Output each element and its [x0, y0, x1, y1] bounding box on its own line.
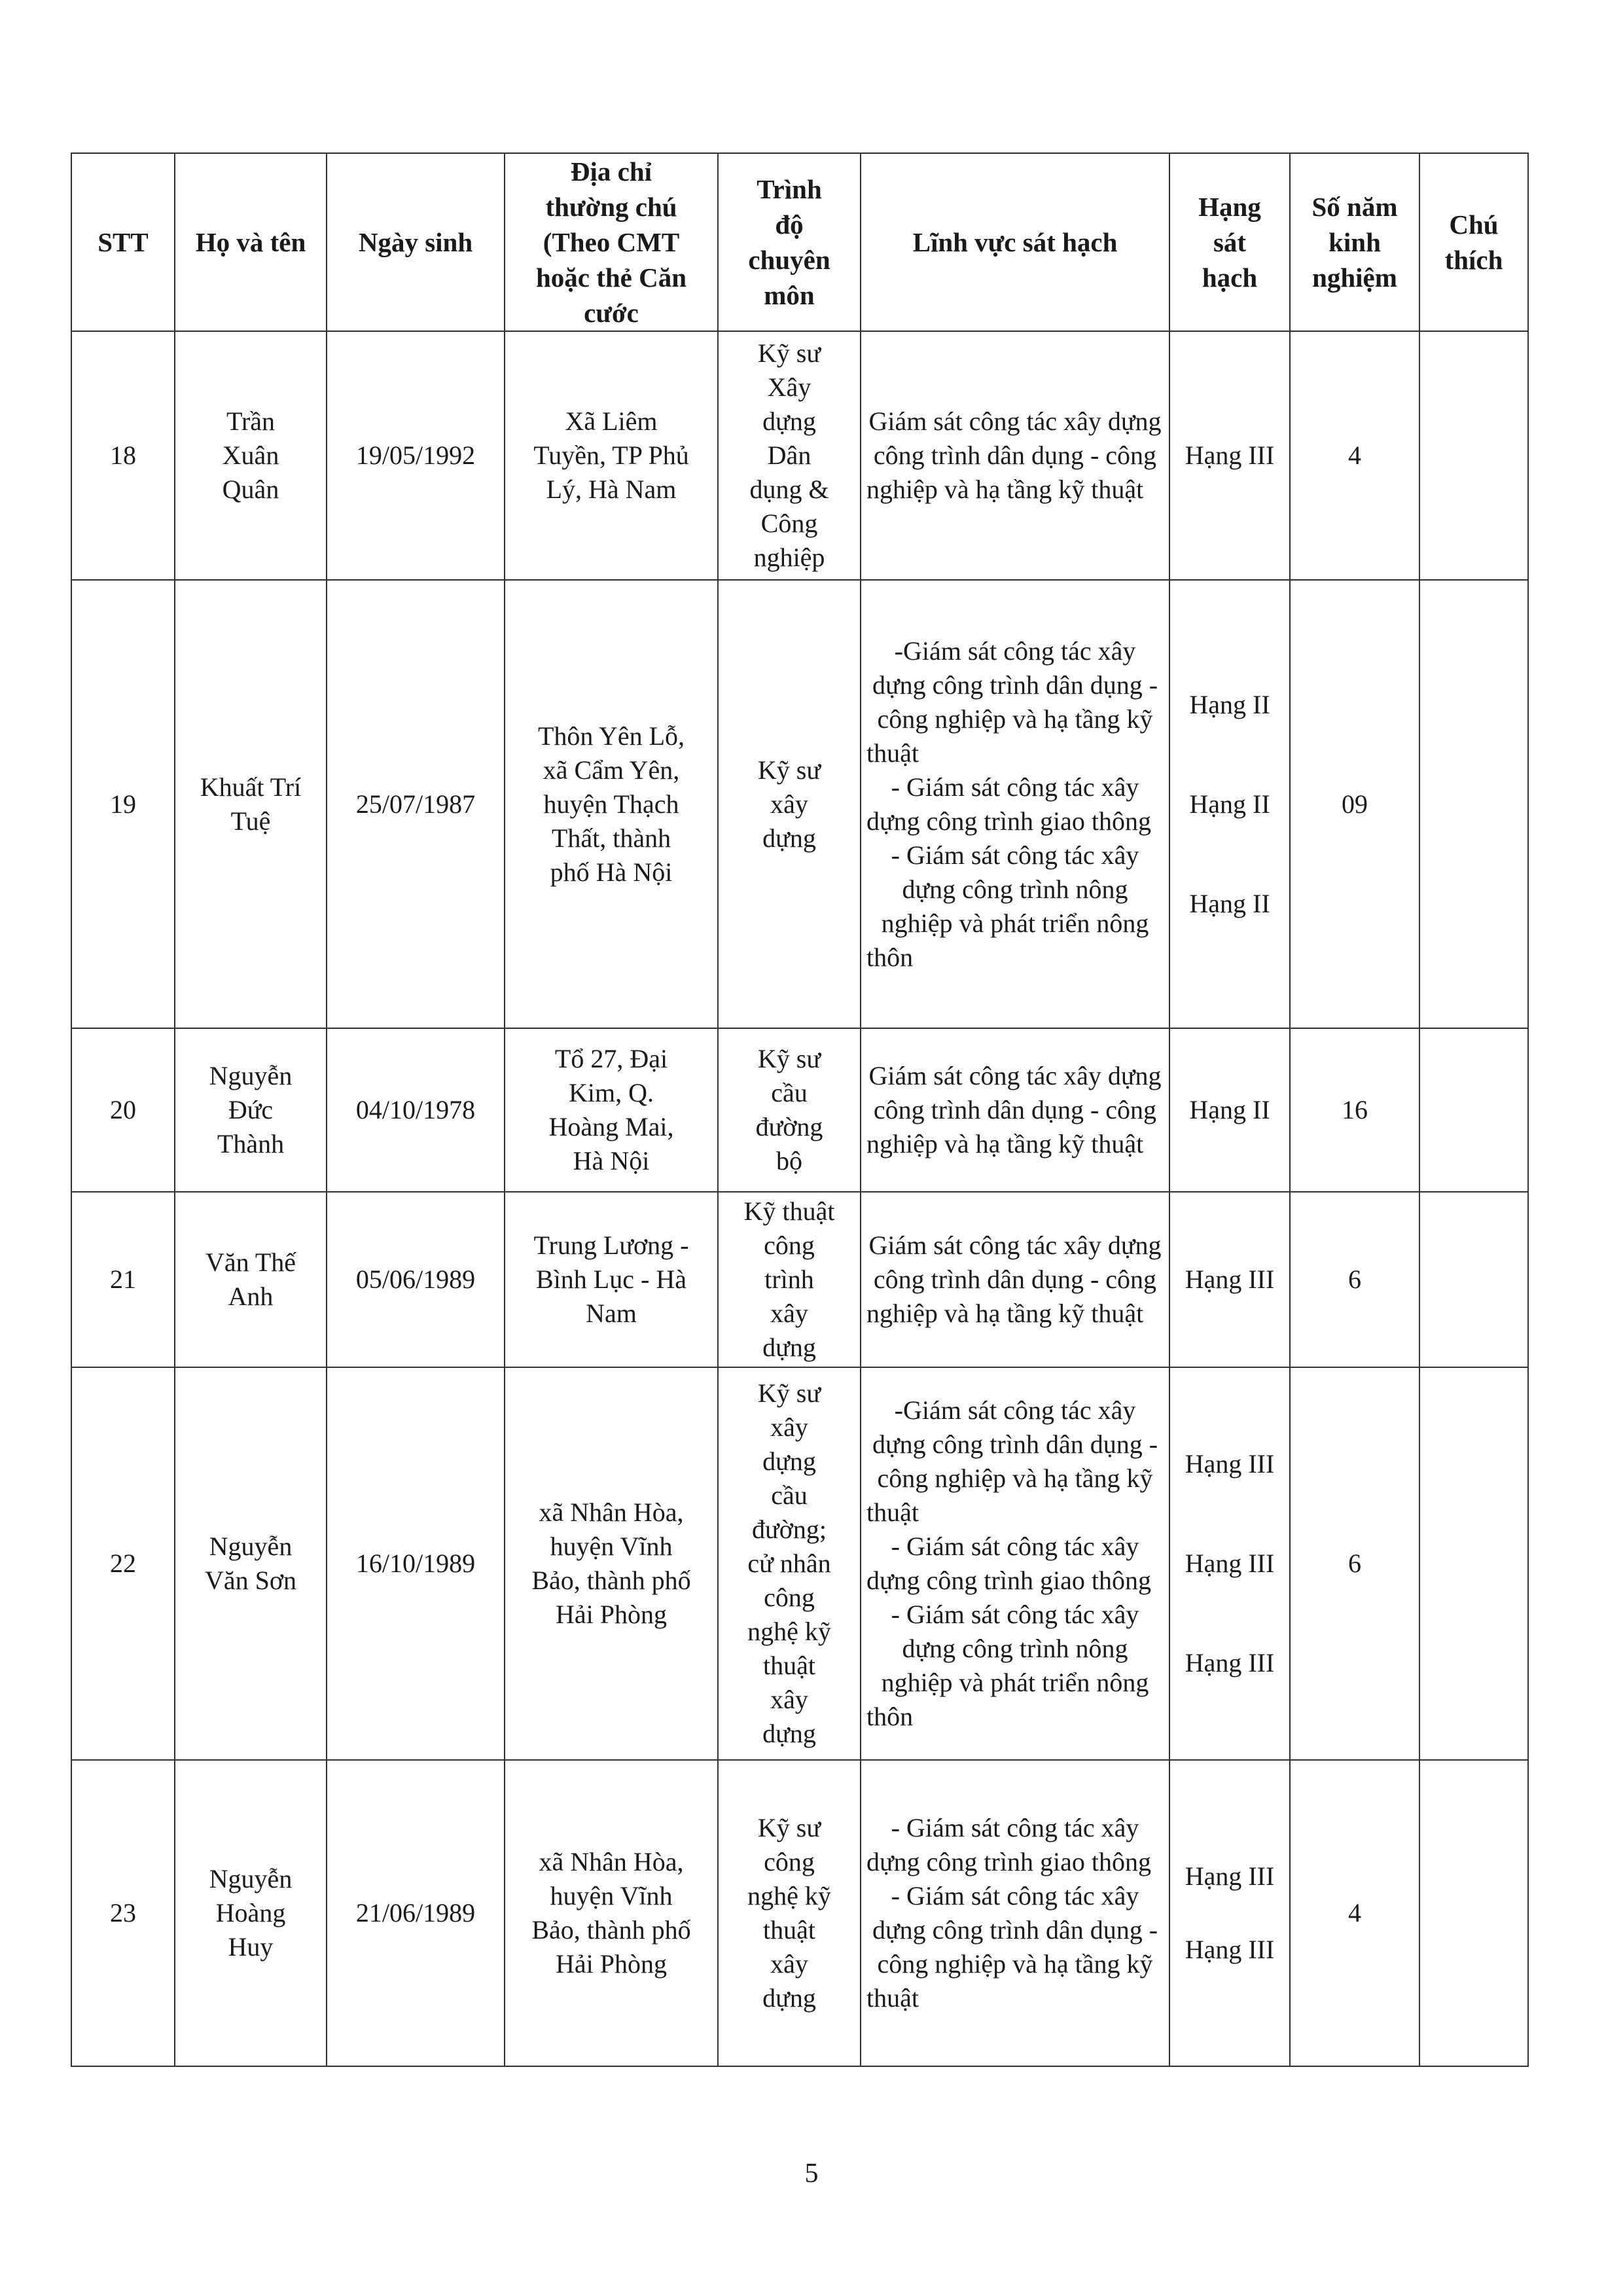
cell-qualification: Kỹ sư Xây dựng Dân dụng & Công nghiệp: [718, 331, 861, 580]
cell-note: [1419, 331, 1528, 580]
cell-rank: [1169, 1028, 1290, 1192]
cell-experience: 6: [1290, 1192, 1419, 1367]
cell-address: xã Nhân Hòa, huyện Vĩnh Bảo, thành phố Hải Phòng: [505, 1367, 718, 1760]
cell-qualification: Kỹ sư cầu đường bộ: [718, 1028, 861, 1192]
cell-qualification: Kỹ thuật công trình xây dựng: [718, 1192, 861, 1367]
registration-table: [71, 152, 1529, 2067]
cell-name: Văn Thế Anh: [175, 1192, 327, 1367]
cell-stt: 19: [71, 580, 175, 1028]
rank-value: Hạng II: [1189, 888, 1270, 918]
cell-dob: 19/05/1992: [327, 331, 505, 580]
cell-stt: 21: [71, 1192, 175, 1367]
cell-field: Giám sát công tác xây dựng công trình dân dụng - công nghiệp và hạ tầng kỹ thuật: [861, 1028, 1169, 1192]
cell-note: [1419, 1367, 1528, 1760]
cell-address: Thôn Yên Lỗ, xã Cẩm Yên, huyện Thạch Thất, thành phố Hà Nội: [505, 580, 718, 1028]
rank-value: Hạng II: [1189, 789, 1270, 819]
table-row: [71, 1028, 1528, 1192]
cell-note: [1419, 1192, 1528, 1367]
rank-list: [1175, 1447, 1284, 1680]
header-note: Chú thích: [1419, 153, 1528, 331]
cell-field: Giám sát công tác xây dựng công trình dân dụng - công nghiệp và hạ tầng kỹ thuật: [861, 331, 1169, 580]
cell-rank: [1169, 1760, 1290, 2066]
header-address: Địa chỉ thường chú (Theo CMT hoặc thẻ Căn cước: [505, 153, 718, 331]
cell-address: xã Nhân Hòa, huyện Vĩnh Bảo, thành phố Hải Phòng: [505, 1760, 718, 2066]
cell-rank: [1169, 1367, 1290, 1760]
rank-value: Hạng III: [1185, 1265, 1275, 1294]
cell-field: -Giám sát công tác xây dựng công trình dân dụng - công nghiệp và hạ tầng kỹ thuật - Giám sát công tác xây dựng công trình giao thông - Giám sát công tác xây dựng công trình nông nghiệp và phát triển nông thôn: [861, 580, 1169, 1028]
header-dob: Ngày sinh: [327, 153, 505, 331]
cell-experience: 6: [1290, 1367, 1419, 1760]
cell-field: Giám sát công tác xây dựng công trình dân dụng - công nghiệp và hạ tầng kỹ thuật: [861, 1192, 1169, 1367]
cell-dob: 04/10/1978: [327, 1028, 505, 1192]
cell-rank: [1169, 1192, 1290, 1367]
rank-list: [1175, 1263, 1284, 1297]
cell-field: - Giám sát công tác xây dựng công trình giao thông - Giám sát công tác xây dựng công trình dân dụng - công nghiệp và hạ tầng kỹ thuật: [861, 1760, 1169, 2066]
cell-dob: 21/06/1989: [327, 1760, 505, 2066]
header-qualification: Trình độ chuyên môn: [718, 153, 861, 331]
header-name: Họ và tên: [175, 153, 327, 331]
cell-name: Nguyễn Đức Thành: [175, 1028, 327, 1192]
cell-stt: 23: [71, 1760, 175, 2066]
header-stt: STT: [71, 153, 175, 331]
rank-value: Hạng II: [1189, 1095, 1270, 1124]
rank-value: Hạng III: [1185, 1549, 1275, 1578]
rank-value: Hạng III: [1185, 1648, 1275, 1677]
cell-name: Trần Xuân Quân: [175, 331, 327, 580]
page-number: 5: [804, 2159, 819, 2189]
header-rank: Hạng sát hạch: [1169, 153, 1290, 331]
table-row: [71, 1367, 1528, 1760]
table-row: [71, 1760, 1528, 2066]
rank-value: Hạng III: [1185, 1861, 1275, 1891]
cell-dob: 05/06/1989: [327, 1192, 505, 1367]
cell-dob: 25/07/1987: [327, 580, 505, 1028]
cell-address: Tổ 27, Đại Kim, Q. Hoàng Mai, Hà Nội: [505, 1028, 718, 1192]
cell-field: -Giám sát công tác xây dựng công trình dân dụng - công nghiệp và hạ tầng kỹ thuật - Giám sát công tác xây dựng công trình giao thông - Giám sát công tác xây dựng công trình nông nghiệp và phát triển nông thôn: [861, 1367, 1169, 1760]
cell-note: [1419, 1028, 1528, 1192]
cell-experience: 16: [1290, 1028, 1419, 1192]
table-row: [71, 1192, 1528, 1367]
cell-rank: [1169, 580, 1290, 1028]
cell-name: Nguyễn Hoàng Huy: [175, 1760, 327, 2066]
table-row: [71, 580, 1528, 1028]
cell-experience: 4: [1290, 1760, 1419, 2066]
cell-name: Nguyễn Văn Sơn: [175, 1367, 327, 1760]
cell-qualification: Kỹ sư xây dựng: [718, 580, 861, 1028]
cell-rank: [1169, 331, 1290, 580]
cell-dob: 16/10/1989: [327, 1367, 505, 1760]
rank-value: Hạng III: [1185, 1449, 1275, 1479]
rank-list: [1175, 1859, 1284, 1967]
rank-value: Hạng II: [1189, 689, 1270, 719]
cell-address: Trung Lương - Bình Lục - Hà Nam: [505, 1192, 718, 1367]
cell-note: [1419, 580, 1528, 1028]
header-experience: Số năm kinh nghiệm: [1290, 153, 1419, 331]
cell-qualification: Kỹ sư công nghệ kỹ thuật xây dựng: [718, 1760, 861, 2066]
header-field: Lĩnh vực sát hạch: [861, 153, 1169, 331]
cell-stt: 20: [71, 1028, 175, 1192]
rank-list: [1175, 688, 1284, 921]
cell-address: Xã Liêm Tuyền, TP Phủ Lý, Hà Nam: [505, 331, 718, 580]
cell-stt: 18: [71, 331, 175, 580]
header-row: [71, 153, 1528, 331]
rank-list: [1175, 439, 1284, 473]
cell-stt: 22: [71, 1367, 175, 1760]
rank-list: [1175, 1093, 1284, 1127]
rank-value: Hạng III: [1185, 440, 1275, 470]
cell-qualification: Kỹ sư xây dựng cầu đường; cử nhân công nghệ kỹ thuật xây dựng: [718, 1367, 861, 1760]
rank-value: Hạng III: [1185, 1935, 1275, 1964]
cell-experience: 09: [1290, 580, 1419, 1028]
cell-experience: 4: [1290, 331, 1419, 580]
table-row: [71, 331, 1528, 580]
cell-name: Khuất Trí Tuệ: [175, 580, 327, 1028]
cell-note: [1419, 1760, 1528, 2066]
